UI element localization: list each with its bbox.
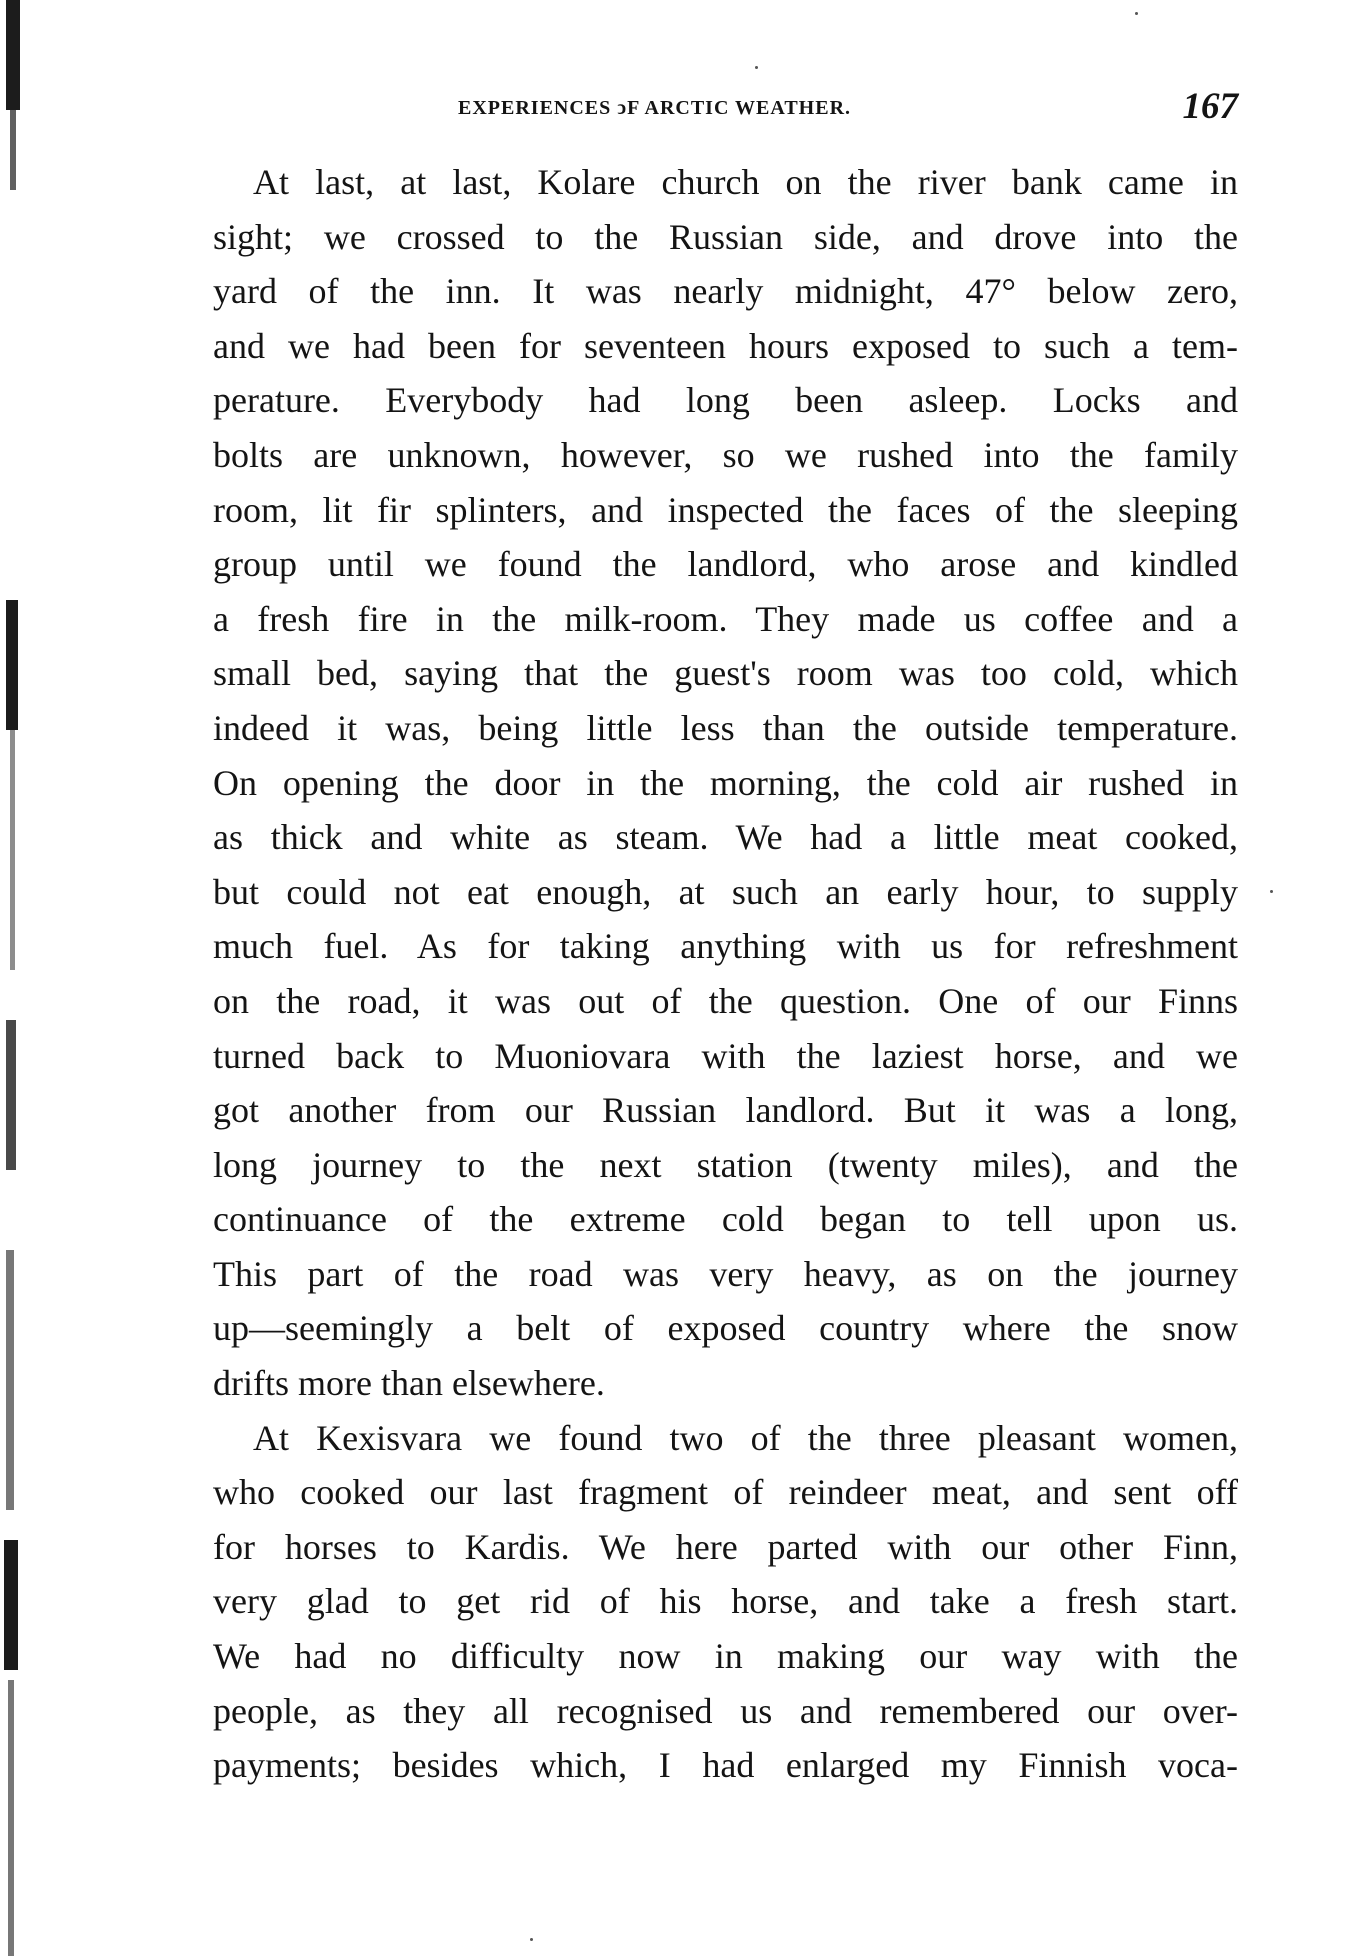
text-line: long journey to the next station (twenty miles), and the xyxy=(213,1144,1238,1185)
text-line: At Kexisvara we found two of the three pleasant women, xyxy=(253,1417,1238,1458)
text-line: At last, at last, Kolare church on the river bank came in xyxy=(253,162,1238,202)
text-line: sight; we crossed to the Russian side, and drove into the xyxy=(213,216,1238,257)
paragraph xyxy=(213,1411,1238,1793)
text-line: up—seemingly a belt of exposed country where the snow xyxy=(213,1308,1238,1349)
paragraph xyxy=(213,155,1238,1411)
running-title: EXPERIENCES ↄF ARCTIC WEATHER. xyxy=(458,97,852,119)
text-line: continuance of the extreme cold began to tell upon us. xyxy=(213,1199,1238,1240)
text-line: as thick and white as steam. We had a little meat cooked, xyxy=(213,817,1238,858)
text-line: a fresh fire in the milk-room. They made us coffee and a xyxy=(213,598,1238,639)
page-number: 167 xyxy=(1182,86,1238,127)
text-line: payments; besides which, I had enlarged my Finnish voca- xyxy=(213,1745,1238,1786)
text-line: This part of the road was very heavy, as on the journey xyxy=(213,1253,1238,1294)
text-line: room, lit fir splinters, and inspected the faces of the sleeping xyxy=(213,489,1238,530)
paper-speck xyxy=(1270,890,1273,893)
paper-speck xyxy=(755,66,758,69)
text-line: We had no difficulty now in making our way with the xyxy=(213,1636,1238,1677)
running-head xyxy=(213,86,1238,139)
paper-speck xyxy=(1135,12,1138,15)
text-line: On opening the door in the morning, the cold air rushed in xyxy=(213,762,1238,803)
text-line: much fuel. As for taking anything with us for refreshment xyxy=(213,926,1238,967)
text-line: who cooked our last fragment of reindeer meat, and sent off xyxy=(213,1472,1238,1513)
text-line: but could not eat enough, at such an early hour, to supply xyxy=(213,871,1238,912)
text-line: very glad to get rid of his horse, and take a fresh start. xyxy=(213,1581,1238,1622)
text-line: drifts more than elsewhere. xyxy=(213,1363,605,1404)
text-line: turned back to Muoniovara with the laziest horse, and we xyxy=(213,1035,1238,1076)
text-line: indeed it was, being little less than the outside temperature. xyxy=(213,707,1238,748)
text-line: for horses to Kardis. We here parted with our other Finn, xyxy=(213,1526,1238,1567)
text-line: got another from our Russian landlord. But it was a long, xyxy=(213,1090,1238,1131)
text-line: on the road, it was out of the question. One of our Finns xyxy=(213,980,1238,1021)
text-line: people, as they all recognised us and remembered our over- xyxy=(213,1690,1238,1731)
text-line: and we had been for seventeen hours exposed to such a tem- xyxy=(213,325,1238,366)
text-line: yard of the inn. It was nearly midnight, 47° below zero, xyxy=(213,271,1238,312)
text-line: small bed, saying that the guest's room was too cold, which xyxy=(213,653,1238,694)
text-line: group until we found the landlord, who arose and kindled xyxy=(213,544,1238,585)
text-line: bolts are unknown, however, so we rushed into the family xyxy=(213,434,1238,475)
text-line: perature. Everybody had long been asleep. Locks and xyxy=(213,380,1238,421)
paper-speck xyxy=(530,1938,533,1941)
body-text xyxy=(213,155,1238,1793)
